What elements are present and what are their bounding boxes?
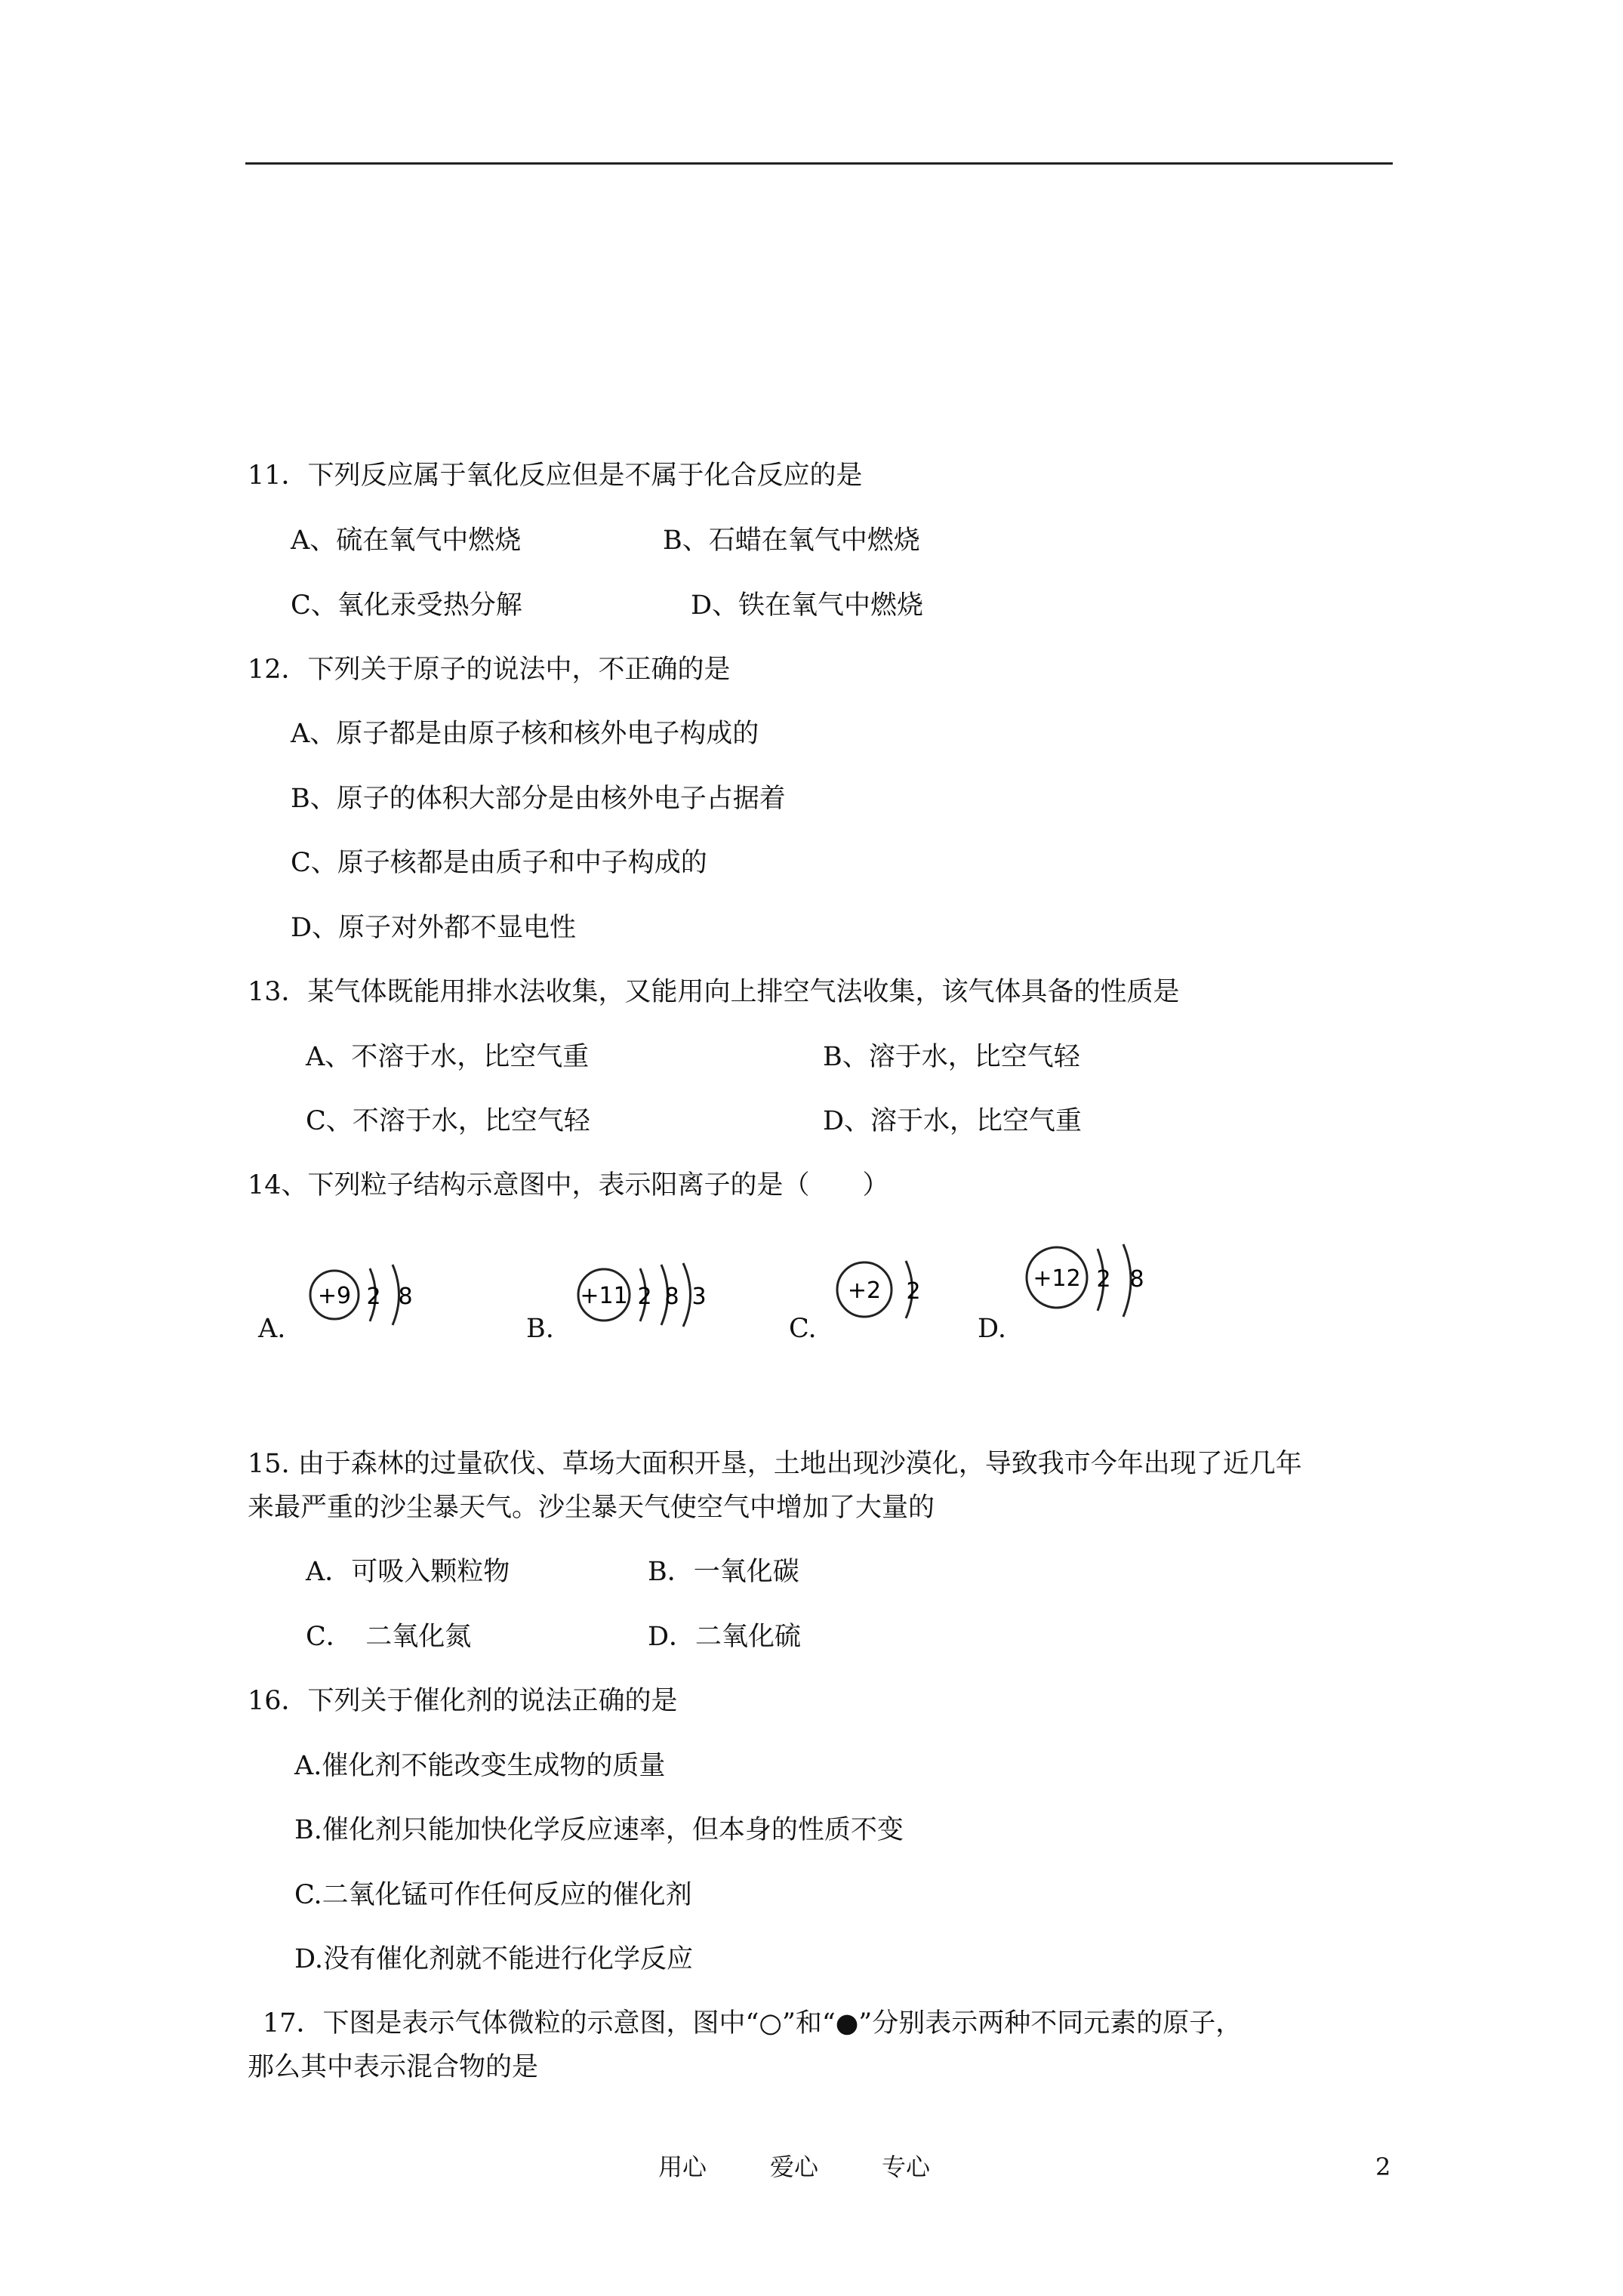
q14-c-shell-1: 2 xyxy=(906,1278,921,1305)
q16-option-a: A.催化剂不能改变生成物的质量 xyxy=(294,1751,666,1781)
q14-b-shell-1: 2 xyxy=(637,1284,652,1310)
q15-option-b: B．一氧化碳 xyxy=(648,1557,799,1587)
q14-option-d-diagram xyxy=(1019,1238,1155,1325)
q14-stem: 14、下列粒子结构示意图中，表示阳离子的是（ ） xyxy=(248,1170,889,1200)
q12-stem: 12．下列关于原子的说法中，不正确的是 xyxy=(248,655,731,685)
q14-d-nucleus: +12 xyxy=(1033,1265,1081,1292)
q11-option-d: D、铁在氧气中燃烧 xyxy=(691,590,924,621)
q14-b-shell-3: 3 xyxy=(691,1284,707,1310)
q14-a-shell-2: 8 xyxy=(398,1284,413,1310)
page-number: 2 xyxy=(1375,2153,1391,2181)
q14-b-shell-2: 8 xyxy=(664,1284,679,1310)
q15-stem-line1: 15. 由于森林的过量砍伐、草场大面积开垦，土地出现沙漠化，导致我市今年出现了近几年 xyxy=(248,1449,1302,1479)
q14-d-shell-1: 2 xyxy=(1096,1266,1111,1293)
q13-stem: 13．某气体既能用排水法收集，又能用向上排空气法收集，该气体具备的性质是 xyxy=(248,977,1180,1007)
q16-option-d: D.没有催化剂就不能进行化学反应 xyxy=(294,1944,693,1974)
q14-option-b-label: B. xyxy=(526,1314,554,1344)
q17-stem-line2: 那么其中表示混合物的是 xyxy=(248,2052,539,2082)
q15-stem-line2: 来最严重的沙尘暴天气。沙尘暴天气使空气中增加了大量的 xyxy=(248,1493,935,1523)
q14-b-nucleus: +11 xyxy=(580,1283,628,1309)
q14-option-a-diagram xyxy=(306,1257,438,1333)
q17-stem-line1: 17．下图是表示气体微粒的示意图，图中“○”和“●”分别表示两种不同元素的原子， xyxy=(263,2008,1243,2039)
q14-a-shell-1: 2 xyxy=(366,1284,381,1310)
q13-option-b: B、溶于水，比空气轻 xyxy=(823,1042,1080,1072)
q11-option-b: B、石蜡在氧气中燃烧 xyxy=(663,525,920,556)
q14-a-nucleus: +9 xyxy=(317,1283,352,1309)
footer-motto-1: 用心 xyxy=(658,2153,707,2181)
q15-option-c: C． 二氧化氮 xyxy=(306,1622,472,1652)
q14-c-nucleus: +2 xyxy=(847,1277,882,1304)
q12-option-a: A、原子都是由原子核和核外电子构成的 xyxy=(291,719,759,749)
q13-option-d: D、溶于水，比空气重 xyxy=(823,1106,1083,1136)
q14-option-a-label: A. xyxy=(258,1314,286,1344)
q11-option-c: C、氧化汞受热分解 xyxy=(291,590,522,621)
q14-option-c-diagram xyxy=(830,1252,936,1327)
q16-stem: 16．下列关于催化剂的说法正确的是 xyxy=(248,1686,678,1716)
q12-option-d: D、原子对外都不显电性 xyxy=(291,913,577,943)
q12-option-c: C、原子核都是由质子和中子构成的 xyxy=(291,848,707,878)
q14-d-shell-2: 8 xyxy=(1129,1266,1144,1293)
q11-stem: 11．下列反应属于氧化反应但是不属于化合反应的是 xyxy=(248,461,863,491)
q14-option-c-label: C. xyxy=(789,1314,817,1344)
footer-motto-3: 专心 xyxy=(882,2153,931,2181)
q13-option-a: A、不溶于水，比空气重 xyxy=(306,1042,590,1072)
header-rule xyxy=(245,162,1393,165)
q15-option-d: D．二氧化硫 xyxy=(648,1622,802,1652)
q14-option-b-diagram xyxy=(574,1257,725,1333)
q14-option-d-label: D. xyxy=(978,1314,1006,1344)
q15-option-a: A．可吸入颗粒物 xyxy=(306,1557,510,1587)
q16-option-c: C.二氧化锰可作任何反应的催化剂 xyxy=(294,1880,692,1910)
footer-motto-2: 爱心 xyxy=(770,2153,819,2181)
q13-option-c: C、不溶于水，比空气轻 xyxy=(306,1106,590,1136)
q12-option-b: B、原子的体积大部分是由核外电子占据着 xyxy=(291,784,786,814)
q11-option-a: A、硫在氧气中燃烧 xyxy=(291,525,522,556)
q16-option-b: B.催化剂只能加快化学反应速率，但本身的性质不变 xyxy=(294,1815,904,1845)
